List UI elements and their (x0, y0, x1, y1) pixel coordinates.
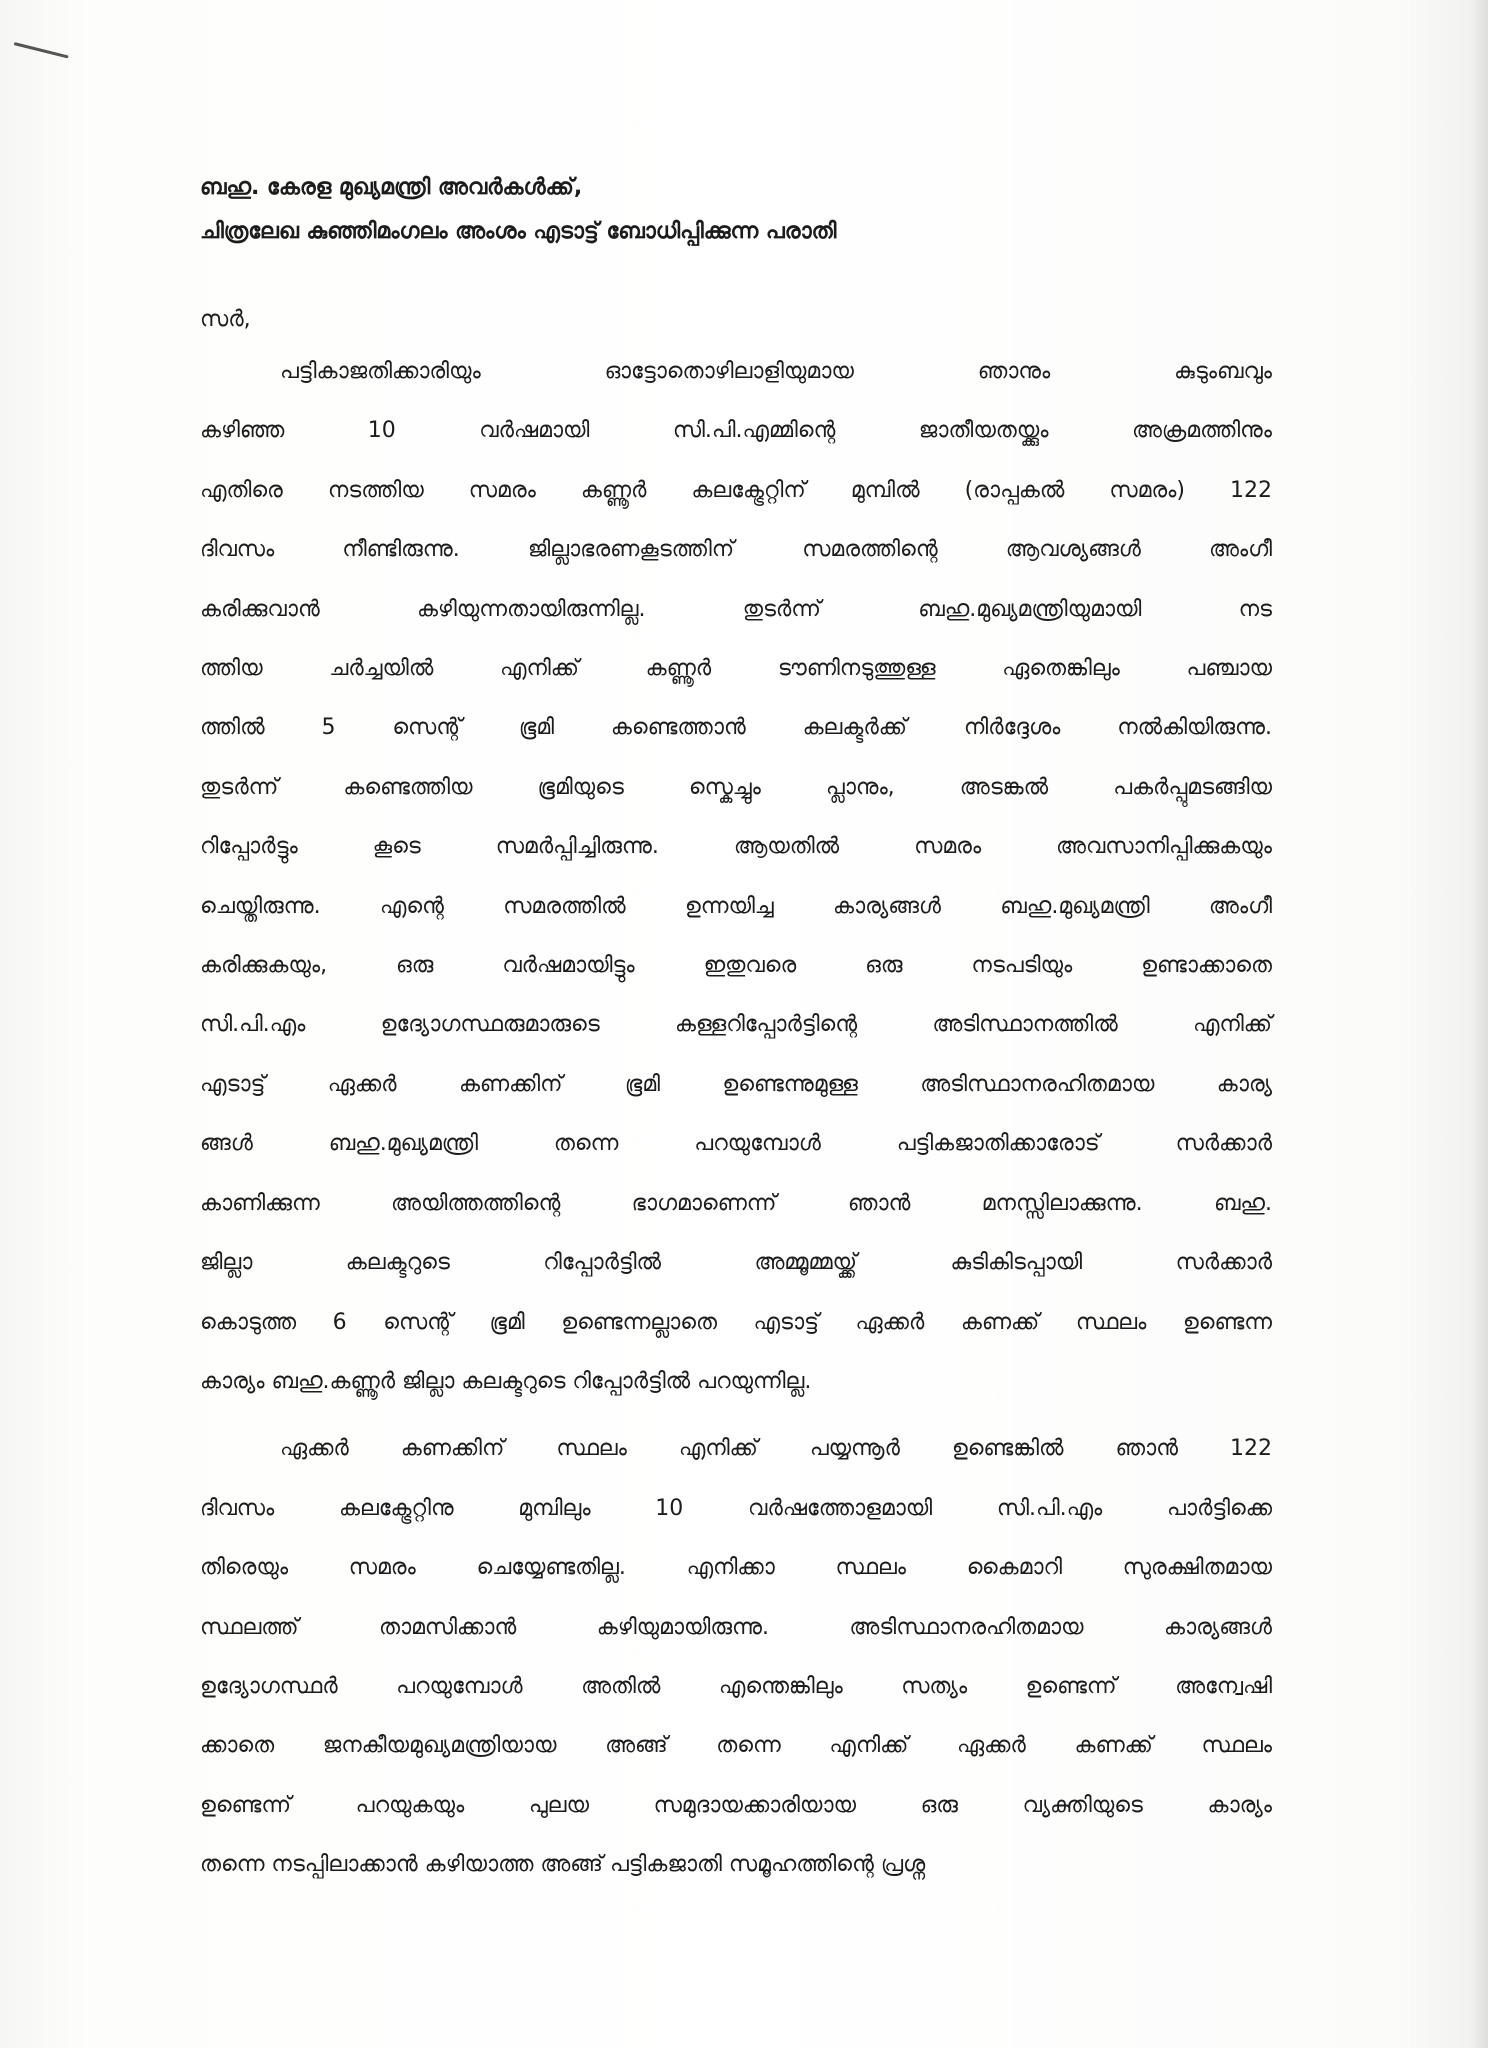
complaint-letter (200, 166, 1272, 1895)
paragraph-line: ഏക്കർ കണക്കിന് സ്ഥലം എനിക്ക് പയ്യന്നൂർ ഉണ്ടെങ്കിൽ ഞാൻ 122 (280, 1436, 1272, 1462)
salutation: സർ, (200, 307, 251, 332)
scan-pen-mark (14, 42, 69, 58)
paragraph-line: പട്ടികാജതിക്കാരിയും ഓട്ടോതൊഴിലാളിയുമായ ഞാനും കുടുംബവും (280, 359, 1272, 384)
subject-line: ചിത്രലേഖ കുഞ്ഞിമംഗലം അംശം എടാട്ട് ബോധിപ്പിക്കുന്ന പരാതി (200, 219, 837, 244)
paragraph-line: ജില്ലാ കലക്ടറുടെ റിപ്പോർട്ടിൽ അമ്മൂമ്മയ്ക്ക് കുടികിടപ്പായി സർക്കാർ (200, 1250, 1272, 1276)
paragraph-line: ചെയ്തിരുന്നു. എന്റെ സമരത്തിൽ ഉന്നയിച്ച കാര്യങ്ങൾ ബഹു.മുഖ്യമന്ത്രി അംഗീ (200, 893, 1272, 919)
paragraph-line: റിപ്പോർട്ടും കൂടെ സമർപ്പിച്ചിരുന്നു. ആയതിൽ സമരം അവസാനിപ്പിക്കുകയും (200, 834, 1272, 860)
paragraph-line: എടാട്ട് ഏക്കർ കണക്കിന് ഭൂമി ഉണ്ടെന്നുമുള്ള അടിസ്ഥാനരഹിതമായ കാര്യ (200, 1071, 1272, 1097)
paragraph-line: എതിരെ നടത്തിയ സമരം കണ്ണൂർ കലക്ട്രേറ്റിന് മുമ്പിൽ (രാപ്പകൽ സമരം) 122 (200, 477, 1272, 503)
paragraph-line: കരിക്കുകയും, ഒരു വർഷമായിട്ടും ഇതുവരെ ഒരു നടപടിയും ഉണ്ടാക്കാതെ (200, 953, 1272, 979)
paragraph-line: കാര്യം ബഹു.കണ്ണൂർ ജില്ലാ കലക്ടറുടെ റിപ്പോർട്ടിൽ പറയുന്നില്ല. (200, 1368, 812, 1394)
paragraph-line: ങ്ങൾ ബഹു.മുഖ്യമന്ത്രി തന്നെ പറയുമ്പോൾ പട്ടികജാതിക്കാരോട് സർക്കാർ (200, 1131, 1272, 1157)
paragraph-line: ഉണ്ടെന്ന് പറയുകയും പുലയ സമുദായക്കാരിയായ ഒരു വ്യക്തിയുടെ കാര്യം (200, 1792, 1272, 1818)
paragraph-line: ഉദ്യോഗസ്ഥർ പറയുമ്പോൾ അതിൽ എന്തെങ്കിലും സത്യം ഉണ്ടെന്ന് അന്വേഷി (200, 1673, 1272, 1699)
paragraph-line: തുടർന്ന് കണ്ടെത്തിയ ഭൂമിയുടെ സ്കെച്ചും പ്ലാനും, അടങ്കൽ പകർപ്പുമടങ്ങിയ (200, 774, 1272, 800)
paragraph-line: സ്ഥലത്ത് താമസിക്കാൻ കഴിയുമായിരുന്നു. അടിസ്ഥാനരഹിതമായ കാര്യങ്ങൾ (200, 1614, 1272, 1640)
letter-heading (200, 166, 1272, 254)
paragraph-2 (200, 1419, 1272, 1894)
paragraph-line: ദിവസം കലക്ട്രേറ്റിനു മുമ്പിലും 10 വർഷത്തോളമായി സി.പി.എം പാർട്ടിക്കെ (200, 1495, 1272, 1521)
paragraph-line: ത്തിയ ചർച്ചയിൽ എനിക്ക് കണ്ണൂർ ടൗണിനടുത്തുള്ള ഏതെങ്കിലും പഞ്ചായ (200, 656, 1272, 682)
paragraph-spacer (200, 1411, 1272, 1419)
paragraph-line: തിരെയും സമരം ചെയ്യേണ്ടതില്ല. എനിക്കാ സ്ഥലം കൈമാറി സുരക്ഷിതമായ (200, 1555, 1272, 1581)
paragraph-line: കാണിക്കുന്ന അയിത്തത്തിന്റെ ഭാഗമാണെന്ന് ഞാൻ മനസ്സിലാക്കുന്നു. ബഹു. (200, 1190, 1272, 1216)
paragraph-line: തന്നെ നടപ്പിലാക്കാൻ കഴിയാത്ത അങ്ങ് പട്ടികജാതി സമൂഹത്തിന്റെ പ്രശ്ന (200, 1852, 926, 1878)
paragraph-line: ദിവസം നീണ്ടിരുന്നു. ജില്ലാഭരണകൂടത്തിന് സമരത്തിന്റെ ആവശ്യങ്ങൾ അംഗീ (200, 537, 1272, 563)
paragraph-line: സി.പി.എം ഉദ്യോഗസ്ഥരുമാരുടെ കള്ളറിപ്പോർട്ടിന്റെ അടിസ്ഥാനത്തിൽ എനിക്ക് (200, 1012, 1272, 1038)
paragraph-line: കഴിഞ്ഞ 10 വർഷമായി സി.പി.എമ്മിന്റെ ജാതീയതയ്ക്കും അക്രമത്തിനും (200, 418, 1272, 444)
paragraph-1 (200, 342, 1272, 1411)
paragraph-line: ക്കാതെ ജനകീയമുഖ്യമന്ത്രിയായ അങ്ങ് തന്നെ എനിക്ക് ഏക്കർ കണക്ക് സ്ഥലം (200, 1733, 1272, 1759)
paragraph-line: കൊടുത്ത 6 സെന്റ് ഭൂമി ഉണ്ടെന്നല്ലാതെ എടാട്ട് ഏക്കർ കണക്ക് സ്ഥലം ഉണ്ടെന്ന (200, 1309, 1272, 1335)
paragraph-line: ത്തിൽ 5 സെന്റ് ഭൂമി കണ്ടെത്താൻ കലക്ടർക്ക് നിർദ്ദേശം നൽകിയിരുന്നു. (200, 715, 1272, 741)
addressee-line: ബഹു. കേരള മുഖ്യമന്ത്രി അവർകൾക്ക്, (200, 175, 583, 200)
paragraph-line: കരിക്കുവാൻ കഴിയുന്നതായിരുന്നില്ല. തുടർന്ന് ബഹു.മുഖ്യമന്ത്രിയുമായി നട (200, 596, 1272, 622)
